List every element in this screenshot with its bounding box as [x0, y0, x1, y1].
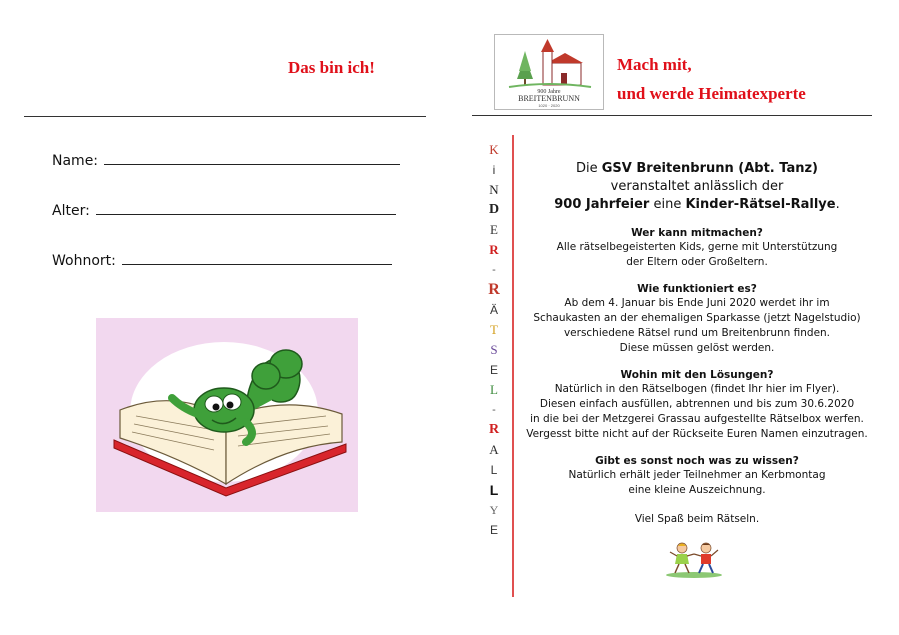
vertical-letter: L: [489, 482, 499, 498]
right-title-line2: und werde Heimatexperte: [617, 84, 806, 103]
rally-name: Kinder-Rätsel-Rallye: [685, 197, 836, 212]
vertical-letter: K: [489, 142, 499, 157]
info-section: [524, 226, 870, 270]
vertical-letter: T: [490, 322, 498, 337]
vertical-letter: Ä: [489, 303, 498, 317]
right-title-line1: Mach mit,: [617, 55, 692, 74]
section-heading: Wie funktioniert es?: [637, 283, 757, 295]
hometown-line[interactable]: [122, 250, 392, 265]
age-field: [52, 200, 396, 219]
name-field: [52, 150, 400, 169]
age-line[interactable]: [96, 200, 396, 215]
section-text-line: Alle rätselbegeisterten Kids, gerne mit Unterstützung: [556, 241, 838, 253]
flyer-content: [524, 160, 870, 527]
vertical-letter: E: [489, 523, 498, 537]
divider-right: [472, 115, 872, 116]
organizer-name: GSV Breitenbrunn (Abt. Tanz): [601, 161, 818, 176]
hometown-label: Wohnort:: [52, 253, 116, 269]
vertical-letter: E: [490, 222, 498, 237]
vertical-letter: D: [488, 202, 500, 217]
section-text-line: Diesen einfach ausfüllen, abtrennen und bis zum 30.6.2020: [539, 398, 855, 410]
breitenbrunn-logo: [494, 34, 604, 110]
section-text-line: Vergesst bitte nicht auf der Rückseite Euren Namen einzutragen.: [526, 428, 868, 440]
section-heading: Wohin mit den Lösungen?: [620, 369, 774, 381]
section-text-line: der Eltern oder Großeltern.: [626, 256, 768, 268]
vertical-letter: S: [490, 342, 498, 357]
vertical-letter: Y: [489, 503, 499, 517]
section-text-line: Diese müssen gelöst werden.: [619, 342, 775, 354]
info-section: [524, 454, 870, 498]
vertical-letter: R: [488, 422, 500, 437]
name-line[interactable]: [104, 150, 400, 165]
closing-text: Viel Spaß beim Rätseln.: [634, 513, 760, 525]
hometown-field: [52, 250, 392, 269]
intro-connector: eine: [649, 197, 686, 212]
vertical-letter: R: [489, 242, 499, 257]
vertical-letter: i: [492, 163, 496, 177]
intro-text: Die: [576, 161, 602, 176]
right-title: [617, 50, 806, 108]
info-section: [524, 368, 870, 442]
vertical-letter: R: [488, 281, 500, 298]
vertical-letter: -: [492, 264, 496, 276]
left-title: Das bin ich!: [288, 58, 375, 77]
bookworm-icon: [96, 318, 358, 512]
section-text-line: Natürlich in den Rätselbogen (findet Ihr hier im Flyer).: [554, 383, 840, 395]
vertical-letter: L: [490, 382, 498, 397]
section-text-line: in die bei der Metzgerei Grassau aufgestellte Rätselbox werfen.: [530, 413, 864, 425]
bookworm-illustration: [96, 318, 358, 512]
vertical-letter: A: [489, 442, 499, 457]
age-label: Alter:: [52, 203, 90, 219]
vertical-letter: L: [490, 463, 498, 477]
logo-line1: 900 Jahre: [537, 89, 561, 95]
intro-period: .: [835, 197, 840, 212]
section-text-line: verschiedene Rätsel rund um Breitenbrunn finden.: [563, 327, 831, 339]
vertical-letter: E: [489, 363, 498, 377]
vertical-red-line: [512, 135, 514, 597]
vertical-letter: N: [489, 182, 499, 197]
section-text-line: Ab dem 4. Januar bis Ende Juni 2020 werdet ihr im: [564, 297, 830, 309]
vertical-title-kinder-raetsel-rallye: [482, 140, 506, 540]
intro-line2: veranstaltet anlässlich der: [610, 179, 784, 194]
running-children-icon: [662, 540, 726, 578]
logo-line3: 1020 · 2020: [538, 103, 560, 108]
event-name: 900 Jahrfeier: [554, 197, 650, 212]
children-illustration: [662, 540, 726, 578]
info-section: [524, 282, 870, 356]
section-heading: Wer kann mitmachen?: [631, 227, 763, 239]
church-logo-icon: [495, 35, 603, 109]
logo-line2: BREITENBRUNN: [518, 94, 580, 103]
section-text-line: Natürlich erhält jeder Teilnehmer an Kerbmontag: [568, 469, 826, 481]
vertical-letter: -: [492, 404, 496, 416]
divider-left: [24, 116, 426, 117]
intro: [524, 160, 870, 214]
section-text-line: eine kleine Auszeichnung.: [628, 484, 766, 496]
section-text-line: Schaukasten an der ehemaligen Sparkasse (jetzt Nagelstudio): [533, 312, 861, 324]
name-label: Name:: [52, 153, 99, 169]
section-heading: Gibt es sonst noch was zu wissen?: [595, 455, 799, 467]
